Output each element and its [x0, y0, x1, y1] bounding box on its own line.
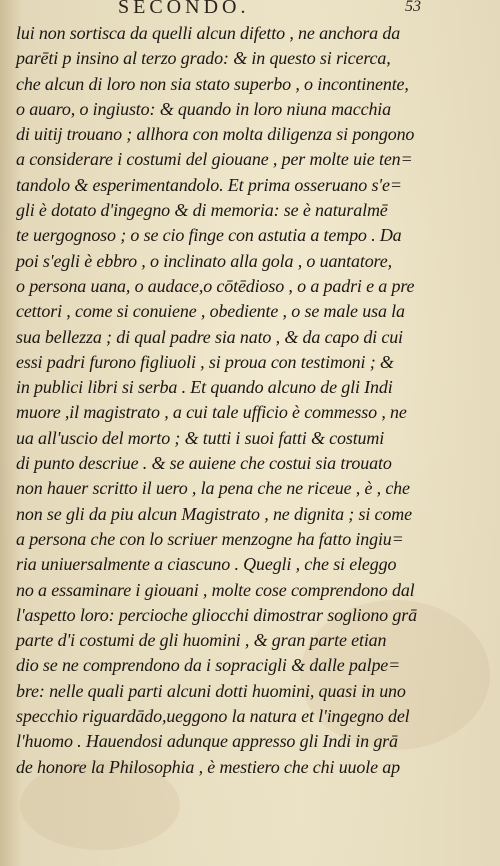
text-line: di uitij trouano ; allhora con molta diligenza si pongono: [16, 124, 415, 145]
text-line: parēti p insino al terzo grado: & in questo si ricerca,: [16, 48, 391, 69]
text-line: specchio riguardādo,ueggono la natura et l'ingegno del: [16, 706, 410, 727]
text-line: te uergognoso ; o se cio finge con astutia a tempo . Da: [16, 225, 402, 246]
text-line: l'huomo . Hauendosi adunque appresso gli Indi in grā: [16, 731, 398, 752]
text-line: gli è dotato d'ingegno & di memoria: se è naturalmē: [16, 200, 388, 221]
text-line: che alcun di loro non sia stato superbo , o incontinente,: [16, 73, 409, 94]
text-line: l'aspetto loro: percioche gliocchi dimostrar sogliono grā: [16, 604, 417, 625]
text-line: tandolo & esperimentandolo. Et prima osseruano s'e=: [16, 174, 402, 195]
body-text: [16, 21, 486, 780]
text-line: non hauer scritto il uero , la pena che ne riceue , è , che: [16, 478, 410, 499]
text-line: in publici libri si serba . Et quando alcuno de gli Indi: [16, 377, 393, 398]
text-line: bre: nelle quali parti alcuni dotti huomini, quasi in uno: [16, 680, 406, 701]
text-line: di punto descriue . & se auiene che costui sia trouato: [16, 453, 392, 474]
text-line: essi padri furono figliuoli , si proua con testimoni ; &: [16, 351, 394, 372]
text-line: cettori , come si conuiene , obediente , o se male usa la: [16, 301, 405, 322]
running-head: SECONDO.: [118, 0, 250, 18]
text-line: poi s'egli è ebbro , o inclinato alla gola , o uantatore,: [16, 250, 392, 271]
text-line: parte d'i costumi de gli huomini , & gran parte etian: [16, 630, 387, 651]
text-line: a considerare i costumi del giouane , per molte uie ten=: [16, 149, 413, 170]
text-line: o persona uana, o audace,o cōtēdioso , o a padri e a pre: [16, 275, 415, 296]
text-line: o auaro, o ingiusto: & quando in loro niuna macchia: [16, 98, 392, 119]
text-line: dio se ne comprendono da i sopracigli & dalle palpe=: [16, 655, 401, 676]
text-line: no a essaminare i giouani , molte cose comprendono dal: [16, 579, 415, 600]
page-number: 53: [405, 0, 421, 15]
text-line: lui non sortisca da quelli alcun difetto , ne anchora da: [16, 23, 401, 43]
text-line: non se gli da piu alcun Magistrato , ne dignita ; si come: [16, 503, 412, 524]
text-line: ria uniuersalmente a ciascuno . Quegli , che si eleggo: [16, 554, 397, 575]
text-line: a persona che con lo scriuer menzogne ha fatto ingiu=: [16, 528, 404, 549]
text-line: sua bellezza ; di qual padre sia nato , & da capo di cui: [16, 326, 403, 347]
text-line: ua all'uscio del morto ; & tutti i suoi fatti & costumi: [16, 427, 385, 448]
text-line: muore ,il magistrato , a cui tale ufficio è commesso , ne: [16, 402, 407, 423]
text-line: de honore la Philosophia , è mestiero che chi uuole ap: [16, 756, 400, 777]
